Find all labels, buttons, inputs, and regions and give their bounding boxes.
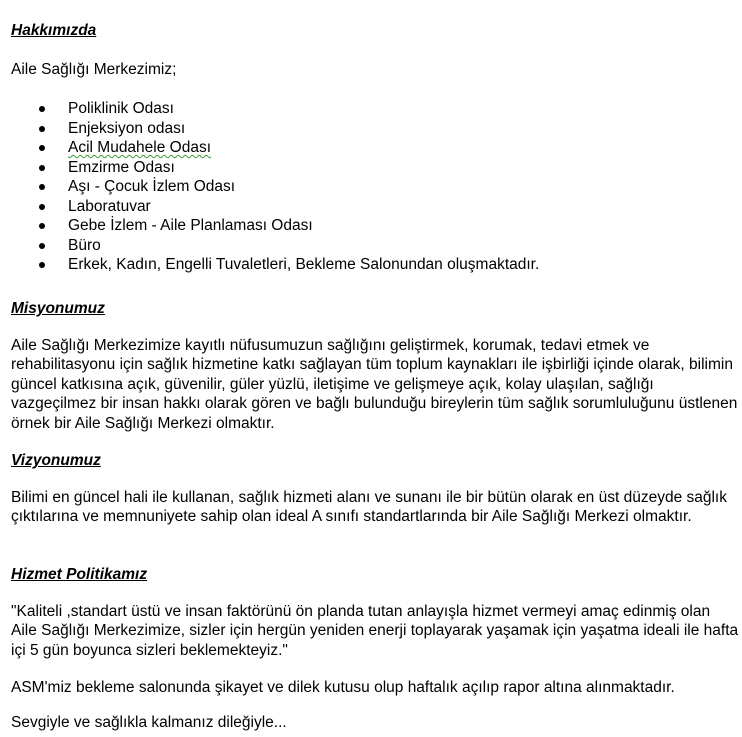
mission-heading: Misyonumuz bbox=[11, 300, 105, 317]
policy-heading: Hizmet Politikamız bbox=[11, 566, 148, 583]
bullet-icon bbox=[39, 204, 45, 210]
bullet-icon bbox=[39, 165, 45, 171]
list-item: Aşı - Çocuk İzlem Odası bbox=[11, 177, 539, 197]
bullet-icon bbox=[39, 184, 45, 190]
list-item: Acil Mudahele Odası bbox=[11, 138, 539, 158]
vision-heading: Vizyonumuz bbox=[11, 452, 101, 469]
policy-quote: "Kaliteli ,standart üstü ve insan faktörünü ön planda tutan anlayışla hizmet vermeyi amaç edinmiş olan Aile Sağlığı Merkezimize, sizler için hergün yeniden enerji toplayarak yaşamak için yaşatma ideali ile hafta içi 5 gün boyunca sizleri beklemekteyiz." bbox=[11, 603, 739, 659]
rooms-list bbox=[11, 99, 539, 275]
closing-text: Sevgiyle ve sağlıkla kalmanız dileğiyle... bbox=[11, 714, 287, 731]
list-item: Emzirme Odası bbox=[11, 158, 539, 178]
bullet-icon bbox=[39, 223, 45, 229]
list-item: Poliklinik Odası bbox=[11, 99, 539, 119]
about-heading: Hakkımızda bbox=[11, 22, 97, 39]
bullet-icon bbox=[39, 106, 45, 112]
about-intro: Aile Sağlığı Merkezimiz; bbox=[11, 61, 177, 78]
bullet-icon bbox=[39, 262, 45, 268]
list-item: Büro bbox=[11, 236, 539, 256]
list-item: Erkek, Kadın, Engelli Tuvaletleri, Bekleme Salonundan oluşmaktadır. bbox=[11, 255, 539, 275]
list-item: Gebe İzlem - Aile Planlaması Odası bbox=[11, 216, 539, 236]
bullet-icon bbox=[39, 126, 45, 132]
mission-text: Aile Sağlığı Merkezimize kayıtlı nüfusumuzun sağlığını geliştirmek, korumak, tedavi etmek ve rehabilitasyonu için sağlık hizmetine katkı sağlayan tüm toplum kaynakları ile işbirliği içinde olarak, bilimin güncel katkısına açık, güvenilir, güler yüzlü, iletişime ve gelişmeye açık, kolay ulaşılan, sağlığı vazgeçilmez bir insan hakkı olarak gören ve bağlı bulunduğu bireylerin tüm sağlık sorumluluğunu üstlenen örnek bir Aile Sağlığı Merkezi olmaktır. bbox=[11, 337, 738, 432]
list-item: Laboratuvar bbox=[11, 197, 539, 217]
bullet-icon bbox=[39, 145, 45, 151]
complaint-text: ASM'miz bekleme salonunda şikayet ve dilek kutusu olup haftalık açılıp rapor altına alınmaktadır. bbox=[11, 679, 675, 696]
vision-text: Bilimi en güncel hali ile kullanan, sağlık hizmeti alanı ve sunanı ile bir bütün olarak en üst düzeyde sağlık çıktılarına ve memnuniyete sahip olan ideal A sınıfı standartlarında bir Aile Sağlığı Merkezi olmaktır. bbox=[11, 489, 727, 526]
bullet-icon bbox=[39, 243, 45, 249]
list-item: Enjeksiyon odası bbox=[11, 119, 539, 139]
